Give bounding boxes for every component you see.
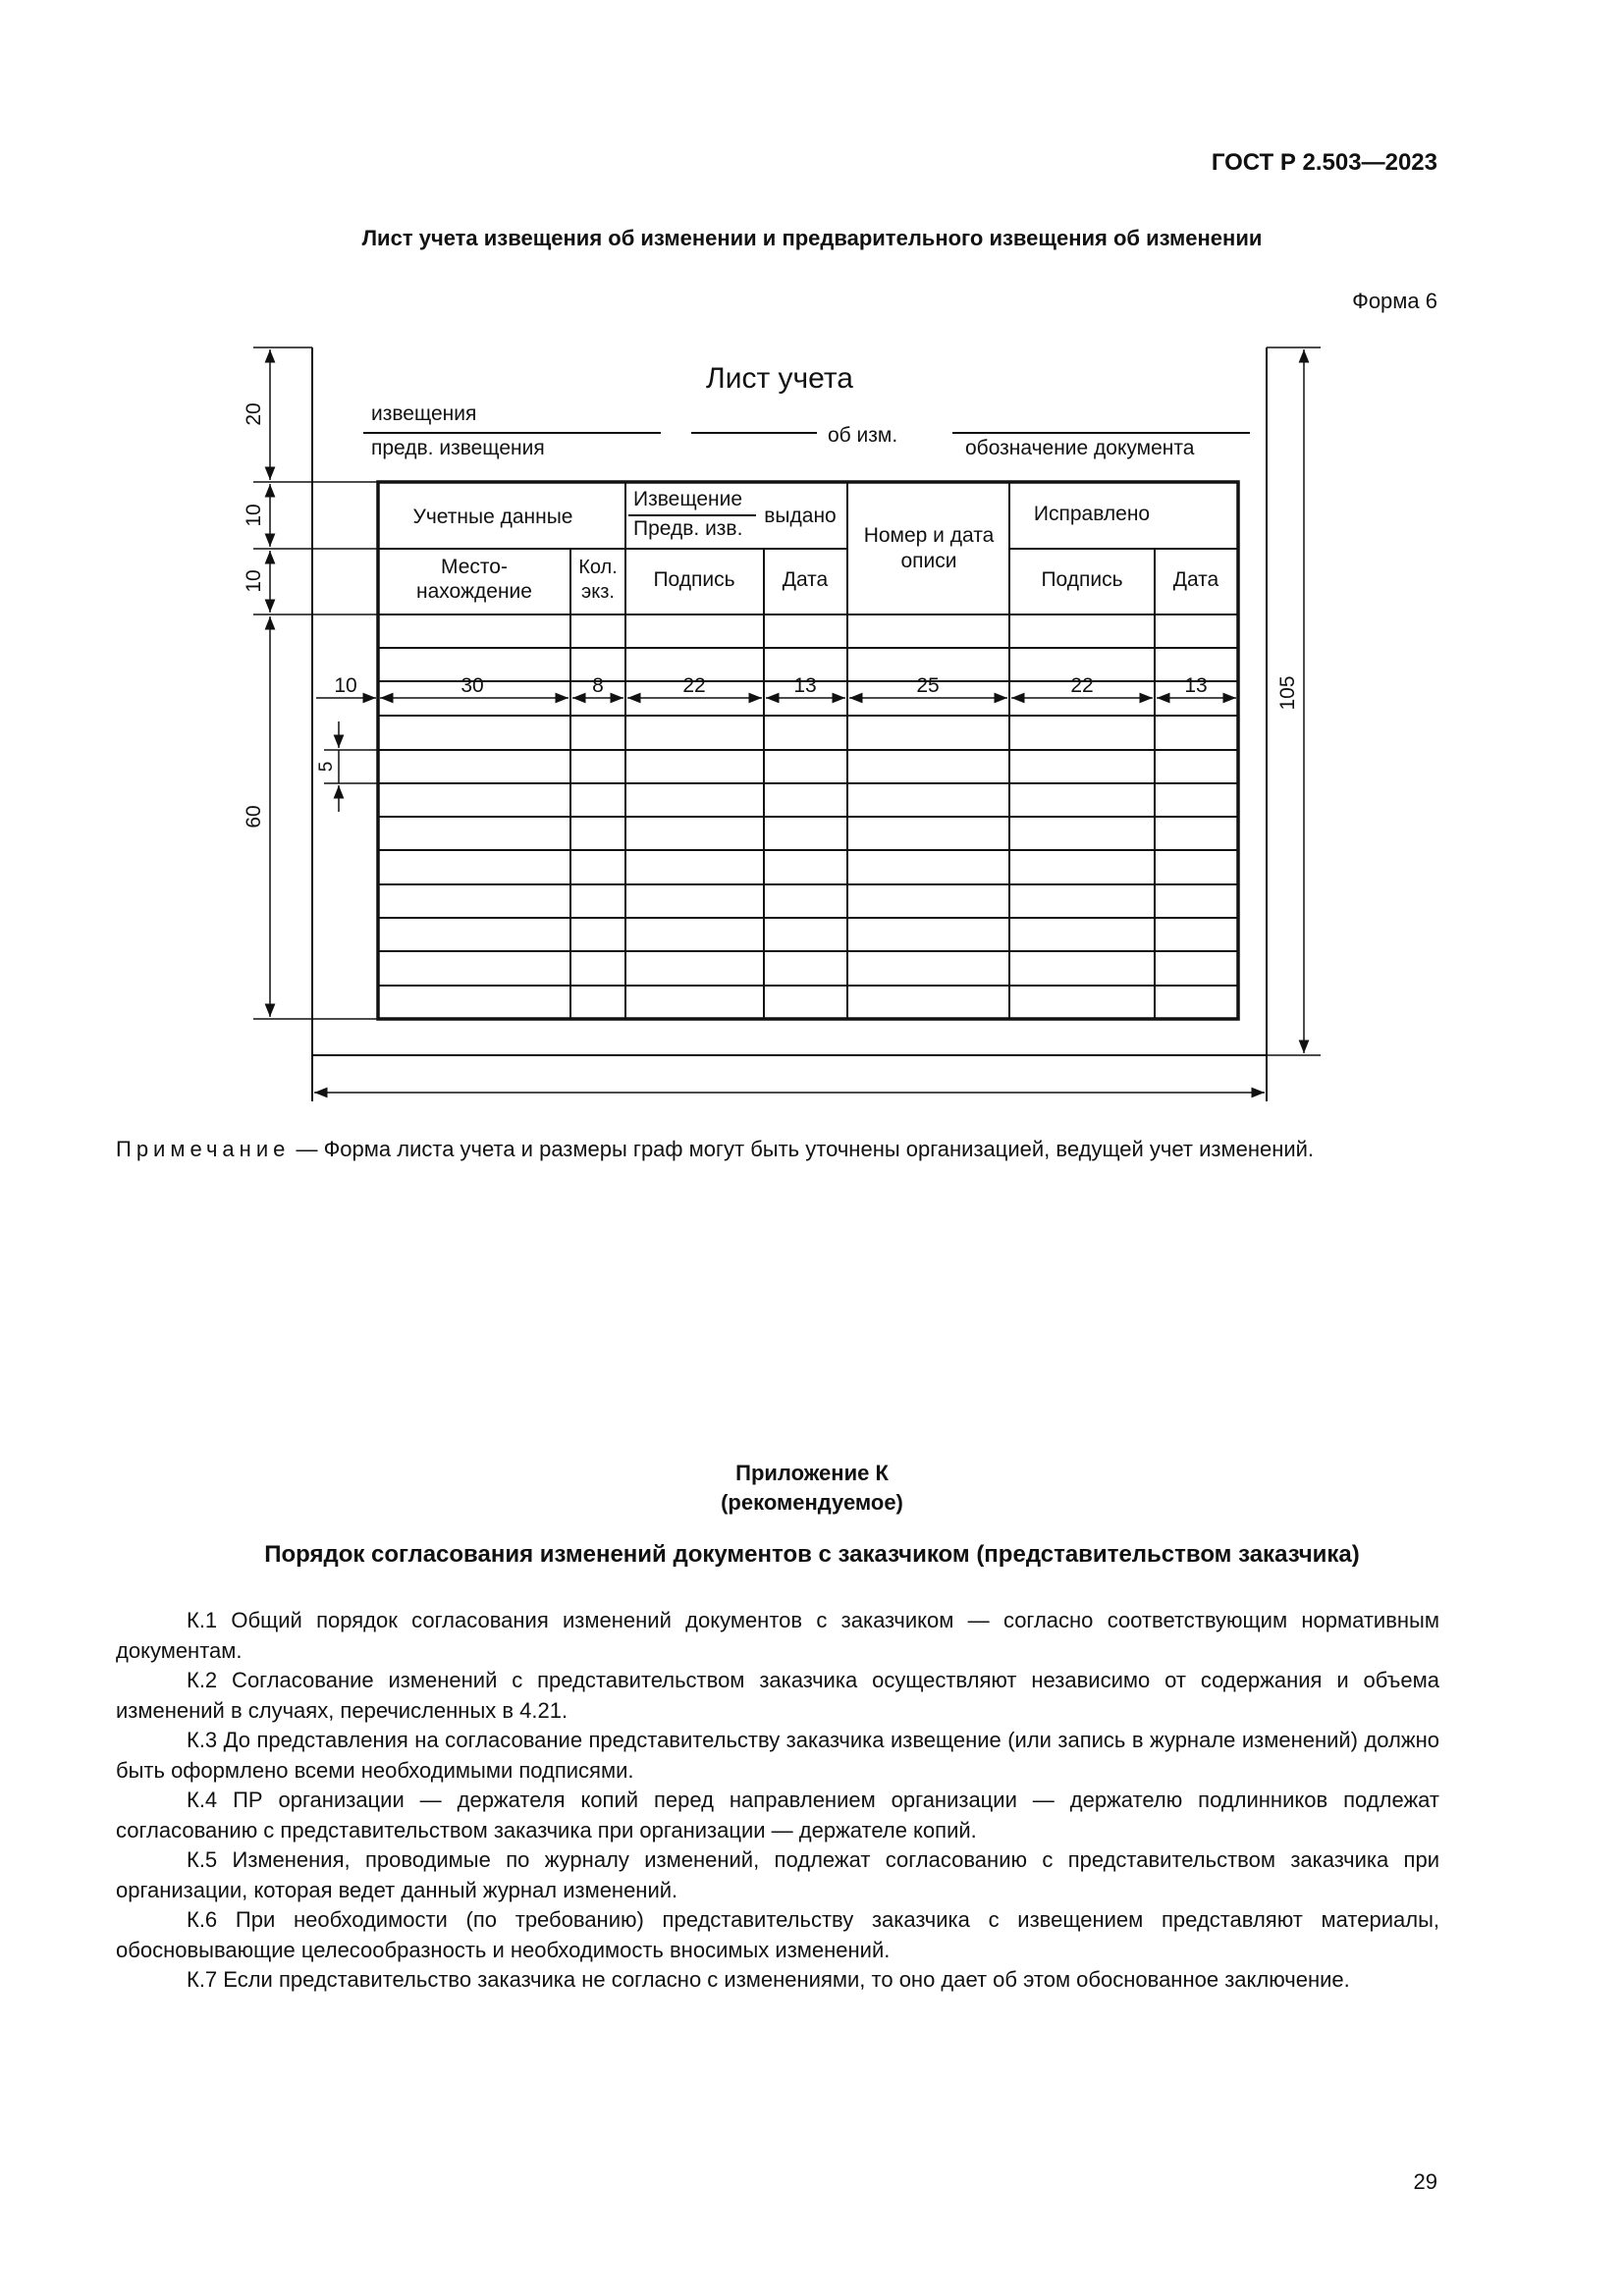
- change-label: об изм.: [828, 424, 898, 447]
- dim-height-header1: 10: [243, 504, 265, 527]
- header-issued: выдано: [764, 505, 837, 527]
- paragraph-k4: К.4 ПР организации — держателя копий перед направлением организации — держателю подлинников подлежат согласованию с представительством заказчика при организации — держателе копий.: [116, 1788, 1439, 1842]
- dim-col-1: 30: [460, 674, 484, 697]
- prelim-notice-label: предв. извещения: [371, 437, 545, 459]
- note-paragraph: [116, 1135, 1439, 1164]
- dim-height-row: 5: [316, 761, 337, 773]
- header-date-2: Дата: [1172, 568, 1219, 591]
- appendix-paragraphs: [116, 1606, 1439, 1996]
- appendix-name: Приложение К: [735, 1461, 889, 1485]
- header-location-line2: нахождение: [416, 580, 532, 603]
- header-qty-line1: Кол.: [578, 557, 618, 578]
- standard-designation: ГОСТ Р 2.503—2023: [1211, 149, 1437, 176]
- dim-height-top: 20: [243, 402, 265, 426]
- header-corrected: Исправлено: [1033, 503, 1151, 525]
- header-date: Дата: [782, 568, 829, 591]
- dim-total-height: 105: [1276, 675, 1299, 711]
- document-designation-label: обозначение документа: [965, 437, 1195, 459]
- header-prelim-notice: Предв. изв.: [633, 517, 743, 540]
- form-drawing: [0, 0, 1624, 1119]
- dim-height-body: 60: [243, 805, 265, 828]
- form-section-title: Лист учета извещения об изменении и предварительного извещения об изменении: [361, 226, 1263, 250]
- header-qty-line2: экз.: [581, 581, 615, 603]
- dim-left-margin: 10: [334, 674, 357, 697]
- header-signature: Подпись: [653, 568, 735, 591]
- dim-height-header2: 10: [243, 569, 265, 593]
- paragraph-k3: К.3 До представления на согласование представительству заказчика извещение (или запись в журнале изменений) должно быть оформлено всеми необходимыми подписями.: [116, 1728, 1439, 1783]
- height-dimension-lines: [270, 349, 339, 1017]
- header-notice: Извещение: [633, 488, 743, 510]
- dim-col-7: 13: [1184, 674, 1208, 697]
- form-heading: Лист учета: [706, 362, 853, 395]
- dim-col-6: 22: [1070, 674, 1094, 697]
- appendix-heading: Порядок согласования изменений документов с заказчиком (представительством заказчика): [264, 1541, 1360, 1568]
- paragraph-k1: К.1 Общий порядок согласования изменений документов с заказчиком — согласно соответствующим нормативным документам.: [116, 1608, 1439, 1663]
- header-location-line1: Место-: [441, 556, 508, 578]
- dim-col-2: 8: [592, 674, 604, 697]
- sheet-frame: [312, 347, 1267, 1101]
- page-number: 29: [1413, 2169, 1437, 2194]
- paragraph-k6: К.6 При необходимости (по требованию) представительству заказчика с извещением представляют материалы, обосновывающие целесообразность и необходимость вносимых изменений.: [116, 1907, 1439, 1962]
- header-signature-2: Подпись: [1041, 568, 1123, 591]
- paragraph-k7: К.7 Если представительство заказчика не согласно с изменениями, то оно дает об этом обоснованное заключение.: [187, 1967, 1350, 1992]
- appendix-status: (рекомендуемое): [721, 1490, 903, 1515]
- header-inventory-line2: описи: [900, 550, 957, 572]
- form-number-label: Форма 6: [1352, 289, 1437, 313]
- note-text: — Форма листа учета и размеры граф могут быть уточнены организацией, ведущей учет изменений.: [290, 1137, 1315, 1161]
- table-rows: [378, 549, 1238, 986]
- dim-col-5: 25: [916, 674, 940, 697]
- header-inventory-line1: Номер и дата: [863, 524, 995, 547]
- appendix-title: [0, 1459, 1624, 1518]
- header-accounting-data: Учетные данные: [412, 506, 573, 528]
- dim-col-4: 13: [793, 674, 817, 697]
- paragraph-k5: К.5 Изменения, проводимые по журналу изменений, подлежат согласованию с представительством заказчика при организации, которая ведет данный журнал изменений.: [116, 1847, 1439, 1902]
- notice-label: извещения: [371, 402, 477, 425]
- note-label: Примечание: [116, 1137, 291, 1161]
- dim-col-3: 22: [682, 674, 706, 697]
- paragraph-k2: К.2 Согласование изменений с представительством заказчика осуществляют независимо от содержания и объема изменений в случаях, перечисленных в 4.21.: [116, 1668, 1439, 1723]
